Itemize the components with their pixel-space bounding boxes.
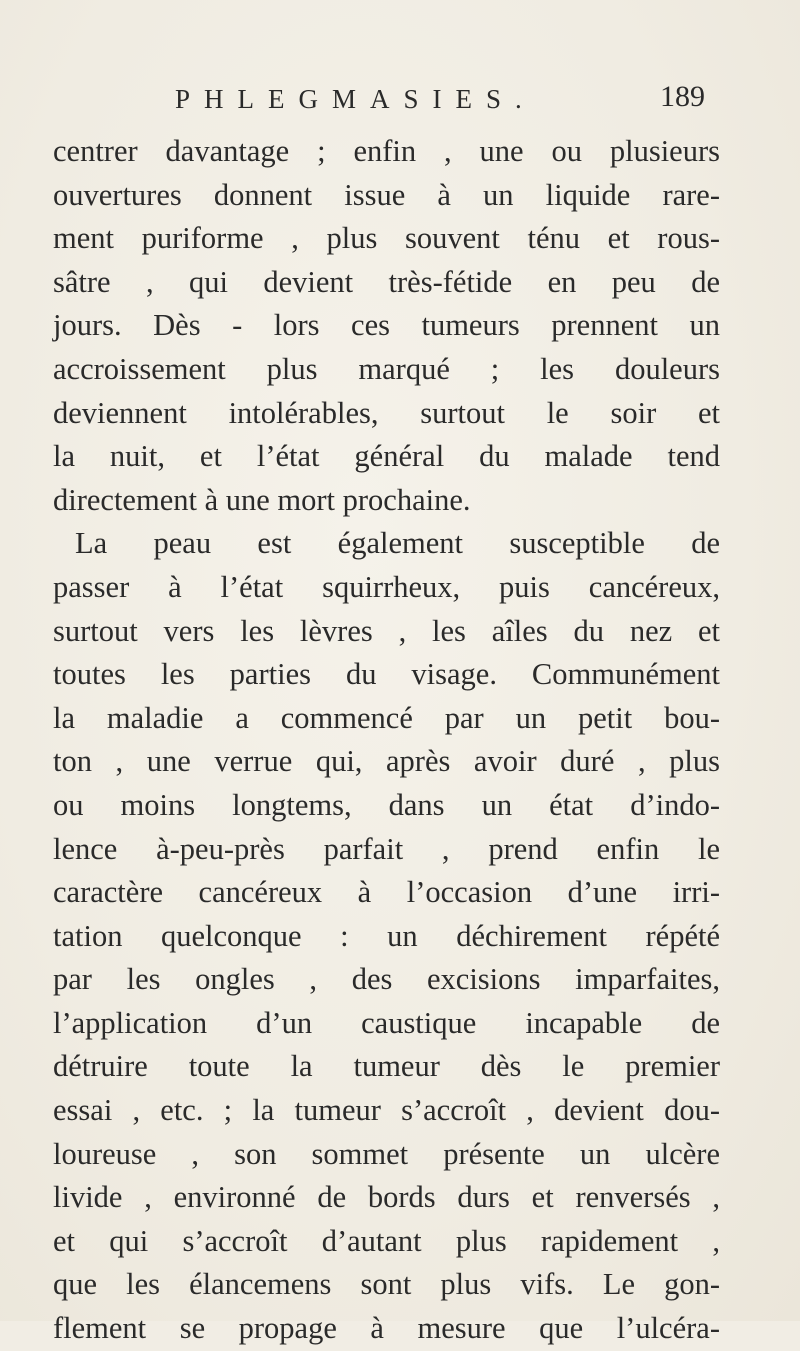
text-line: toutes les parties du visage. Communément xyxy=(53,657,720,692)
text-line: ou moins longtems, dans un état d’indo- xyxy=(53,787,720,822)
text-line: par les ongles , des excisions imparfaites, xyxy=(53,962,720,997)
text-line: accroissement plus marqué ; les douleurs xyxy=(53,351,720,386)
text-line: et qui s’accroît d’autant plus rapidement , xyxy=(53,1223,720,1258)
text-line: flement se propage à mesure que l’ulcéra- xyxy=(53,1311,720,1346)
running-head xyxy=(175,80,705,124)
paragraph-start-line: La peau est également susceptible de xyxy=(75,526,720,561)
text-line: détruire toute la tumeur dès le premier xyxy=(53,1049,720,1084)
paragraph-end-line: directement à une mort prochaine. xyxy=(53,482,471,517)
text-line: loureuse , son sommet présente un ulcère xyxy=(53,1136,720,1171)
text-line: lence à-peu-près parfait , prend enfin le xyxy=(53,831,720,866)
text-line: surtout vers les lèvres , les aîles du nez et xyxy=(53,613,720,648)
text-line: ment puriforme , plus souvent ténu et rous- xyxy=(53,221,720,256)
chapter-title: PHLEGMASIES. xyxy=(175,84,536,114)
text-line: la nuit, et l’état général du malade tend xyxy=(53,439,720,474)
text-line: passer à l’état squirrheux, puis cancéreux, xyxy=(53,569,720,604)
text-line: que les élancemens sont plus vifs. Le gon- xyxy=(53,1267,720,1302)
text-line: jours. Dès - lors ces tumeurs prennent un xyxy=(53,308,720,343)
page-number: 189 xyxy=(660,80,705,113)
text-line: essai , etc. ; la tumeur s’accroît , devient dou- xyxy=(53,1093,720,1128)
text-line: sâtre , qui devient très-fétide en peu de xyxy=(53,264,720,299)
text-line: deviennent intolérables, surtout le soir et xyxy=(53,395,720,430)
text-line: l’application d’un caustique incapable de xyxy=(53,1005,720,1040)
body-text xyxy=(53,130,720,1351)
text-line: ouvertures donnent issue à un liquide rare- xyxy=(53,177,720,212)
text-line: livide , environné de bords durs et renversés , xyxy=(53,1180,720,1215)
text-line: caractère cancéreux à l’occasion d’une irri- xyxy=(53,875,720,910)
text-line: tation quelconque : un déchirement répété xyxy=(53,918,720,953)
text-line: centrer davantage ; enfin , une ou plusieurs xyxy=(53,134,720,168)
text-line: la maladie a commencé par un petit bou- xyxy=(53,700,720,735)
text-line: ton , une verrue qui, après avoir duré , plus xyxy=(53,744,720,779)
